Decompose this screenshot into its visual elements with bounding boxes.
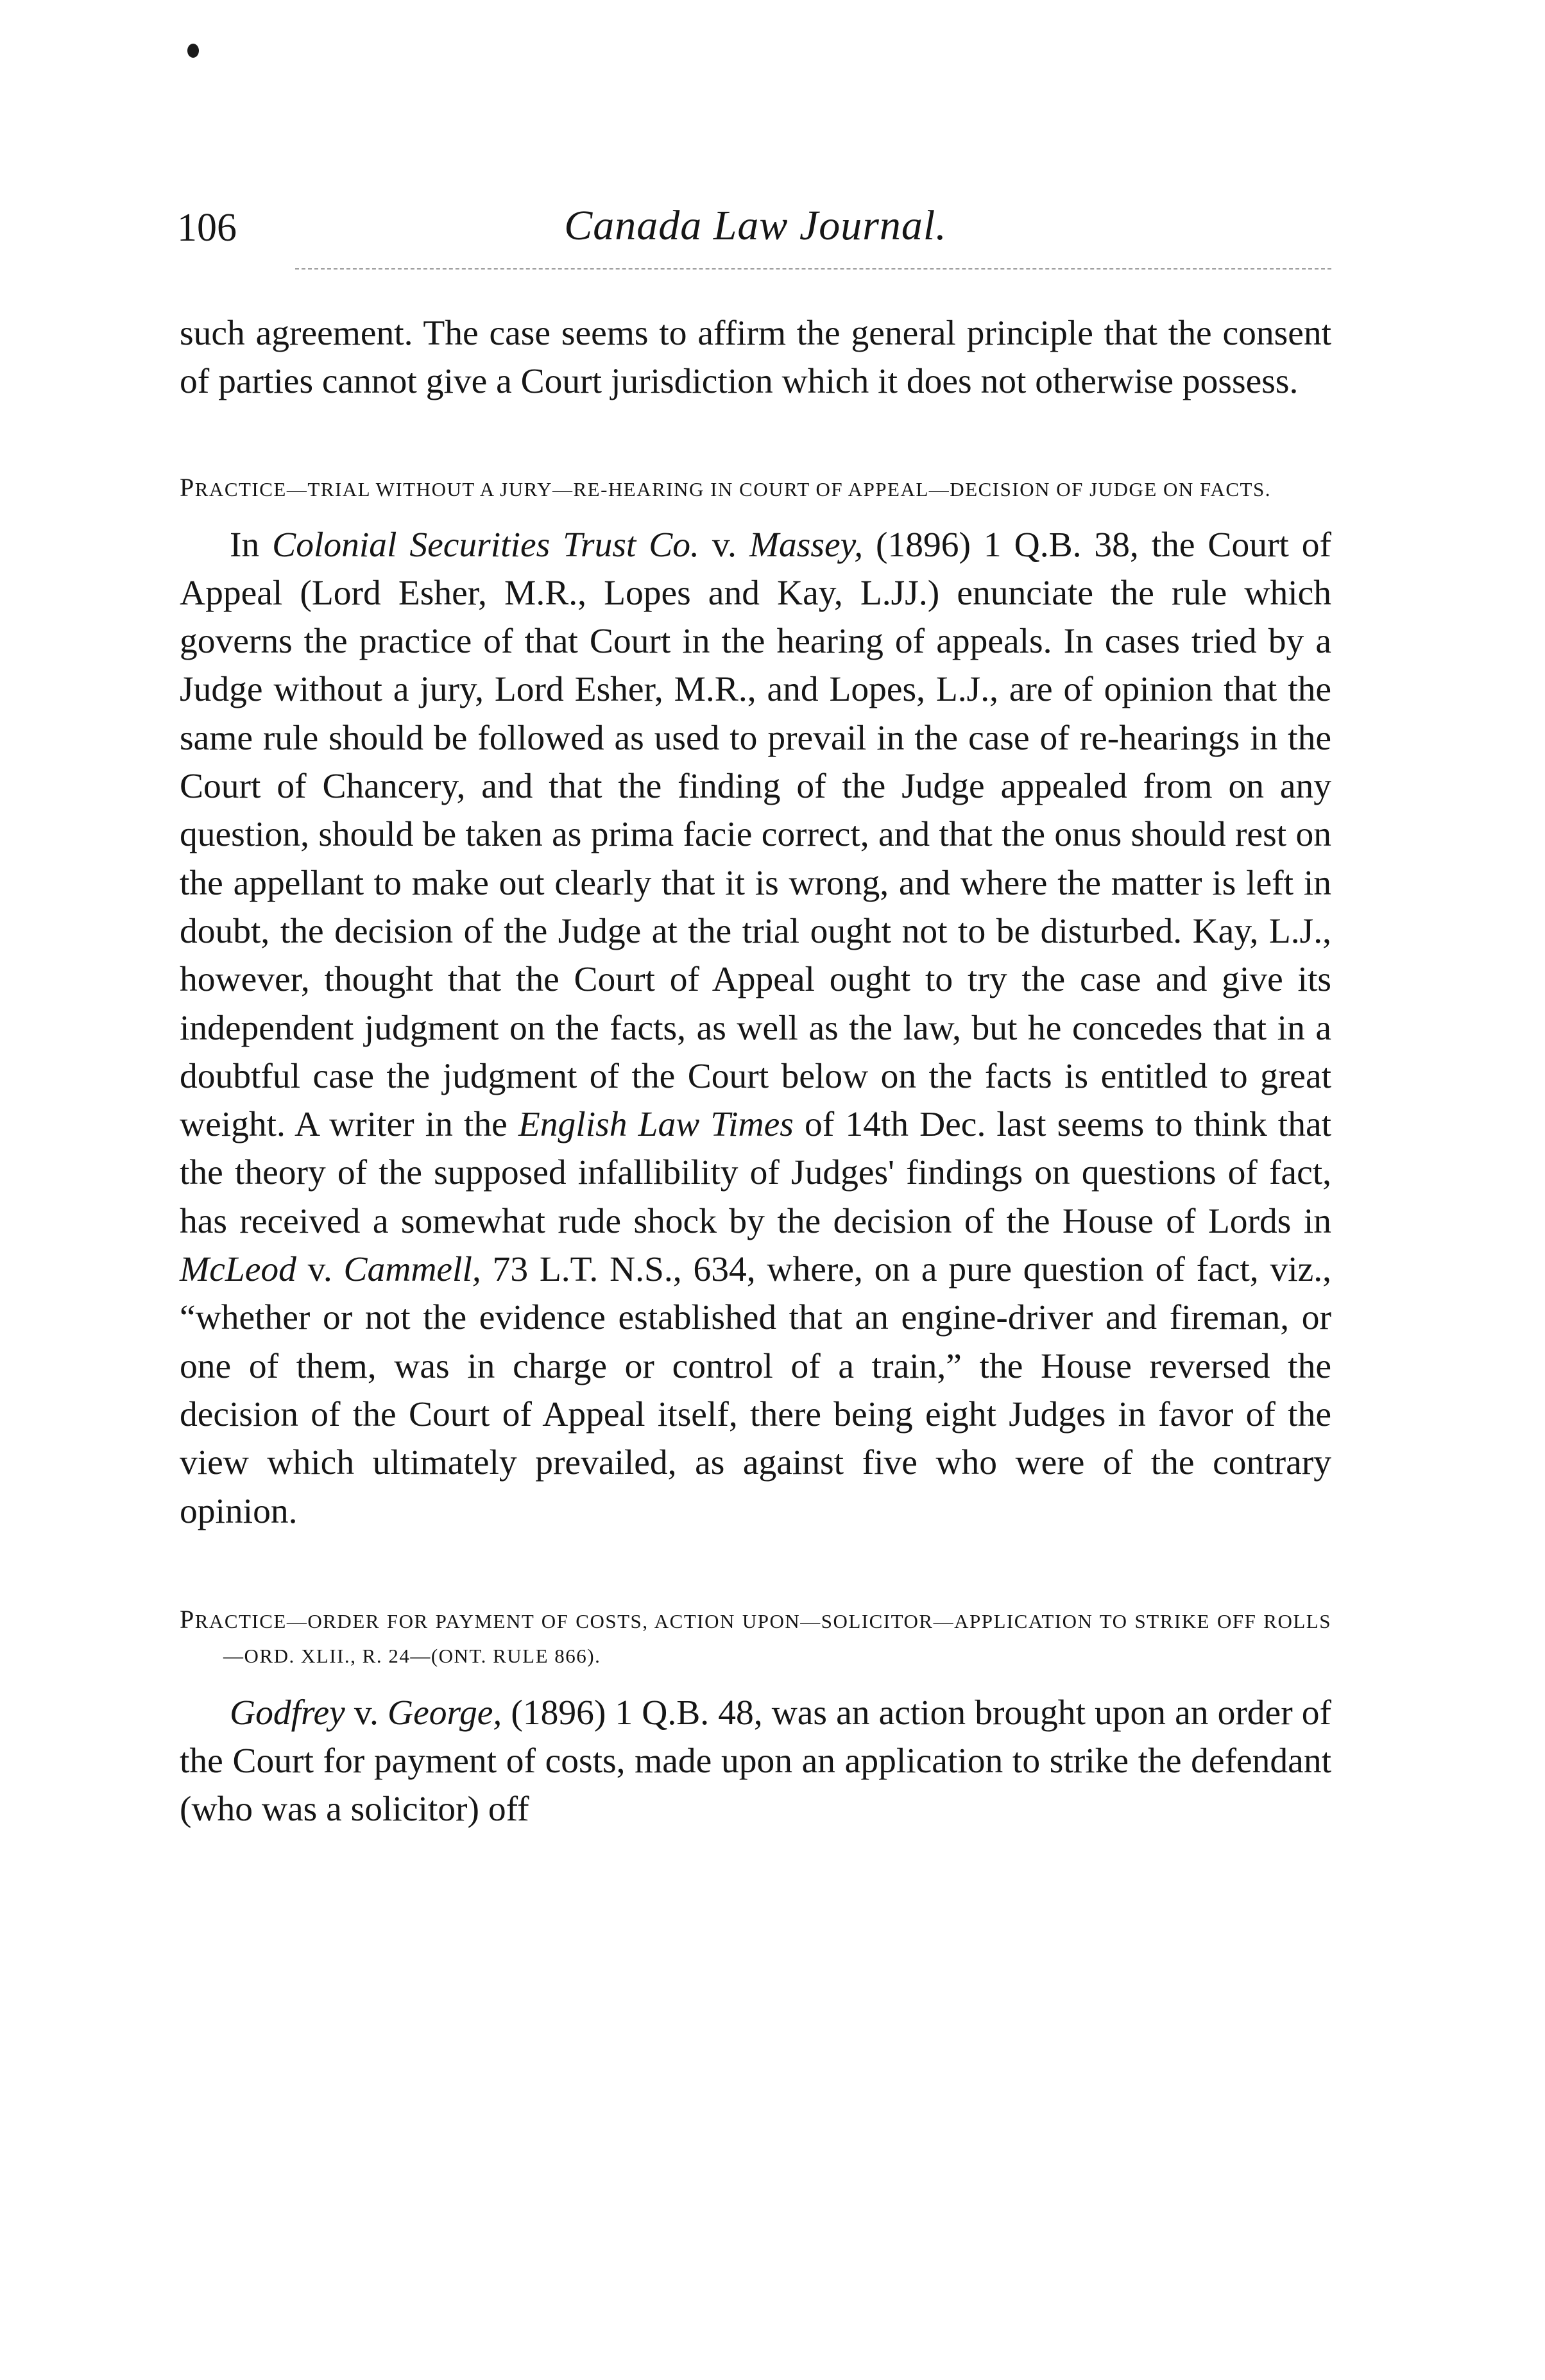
heading-initial: P [180, 472, 195, 502]
case-name-defendant: Massey, [749, 525, 864, 565]
header-rule [295, 268, 1331, 270]
heading-text: RACTICE—TRIAL WITHOUT A JURY—RE-HEARING IN COURT OF APPEAL—DECISION OF JUDGE ON FACTS. [194, 477, 1271, 501]
case-name-plaintiff: McLeod [180, 1250, 296, 1290]
section-1-paragraph [180, 521, 1331, 1536]
case-name-plaintiff: Colonial Securities Trust Co. [272, 525, 699, 565]
heading-text: RACTICE—ORDER FOR PAYMENT OF COSTS, ACTION UPON—SOLICITOR—APPLICATION TO STRIKE OFF ROLLS—ORD. XLII., R. 24—(ONT. RULE 866). [194, 1609, 1331, 1667]
case-name-defendant: Cammell, [343, 1250, 481, 1290]
paragraph-text: (1896) 1 Q.B. 48, was an action brought upon an order of the Court for payment of costs, made upon an application to strike the defendant (who was a solicitor) off [180, 1693, 1332, 1829]
word-in: In [230, 525, 260, 565]
versus: v. [307, 1250, 332, 1290]
page-number: 106 [177, 206, 237, 250]
heading-initial: P [180, 1604, 195, 1634]
section-heading-1 [180, 470, 1331, 507]
continuation-paragraph: such agreement. The case seems to affirm the general principle that the consent of parties cannot give a Court jurisdiction which it does not otherwise possess. [180, 314, 1331, 402]
publication-name: English Law Times [518, 1105, 794, 1145]
paragraph-text: 73 L.T. N.S., 634, where, on a pure question of fact, viz., “whether or not the evidence established that an engine-driver and fireman, or one of them, was in charge or control of a train,” the House reversed the decision of the Court of Appeal itself, there being eight Judges in favor of the view which ultimately prevailed, as against five who were of the contrary opinion. [180, 1250, 1332, 1531]
paragraph-text: (1896) 1 Q.B. 38, the Court of Appeal (Lord Esher, M.R., Lopes and Kay, L.JJ.) enunciate the rule which governs the practice of that Court in the hearing of appeals. In cases tried by a Judge without a jury, Lord Esher, M.R., and Lopes, L.J., are of opinion that the same rule should be followed as used to prevail in the case of re-hearings in the Court of Chancery, and that the finding of the Judge appealed from on any question, should be taken as prima facie correct, and that the onus should rest on the appellant to make out clearly that it is wrong, and where the matter is left in doubt, the decision of the Judge at the trial ought not to be disturbed. Kay, L.J., however, thought that the Court of Appeal ought to try the case and give its independent judgment on the facts, as well as the law, but he concedes that in a doubtful case the judgment of the Court below on the facts is entitled to great weight. A writer in the [180, 525, 1332, 1145]
section-2-paragraph [180, 1689, 1331, 1834]
ink-speck [187, 44, 199, 58]
versus: v. [712, 525, 737, 565]
case-name-plaintiff: Godfrey [230, 1693, 345, 1733]
journal-title: Canada Law Journal. [564, 202, 947, 249]
versus: v. [354, 1693, 379, 1733]
page [177, 193, 1332, 1834]
running-head [177, 193, 1331, 270]
section-heading-2 [180, 1602, 1331, 1674]
paragraph-text: of 14th Dec. last seems to think that the theory of the supposed infallibility of Judges' findings on questions of fact, has received a somewhat rude shock by the decision of the House of Lords in [180, 1105, 1332, 1241]
case-name-defendant: George, [388, 1693, 502, 1733]
